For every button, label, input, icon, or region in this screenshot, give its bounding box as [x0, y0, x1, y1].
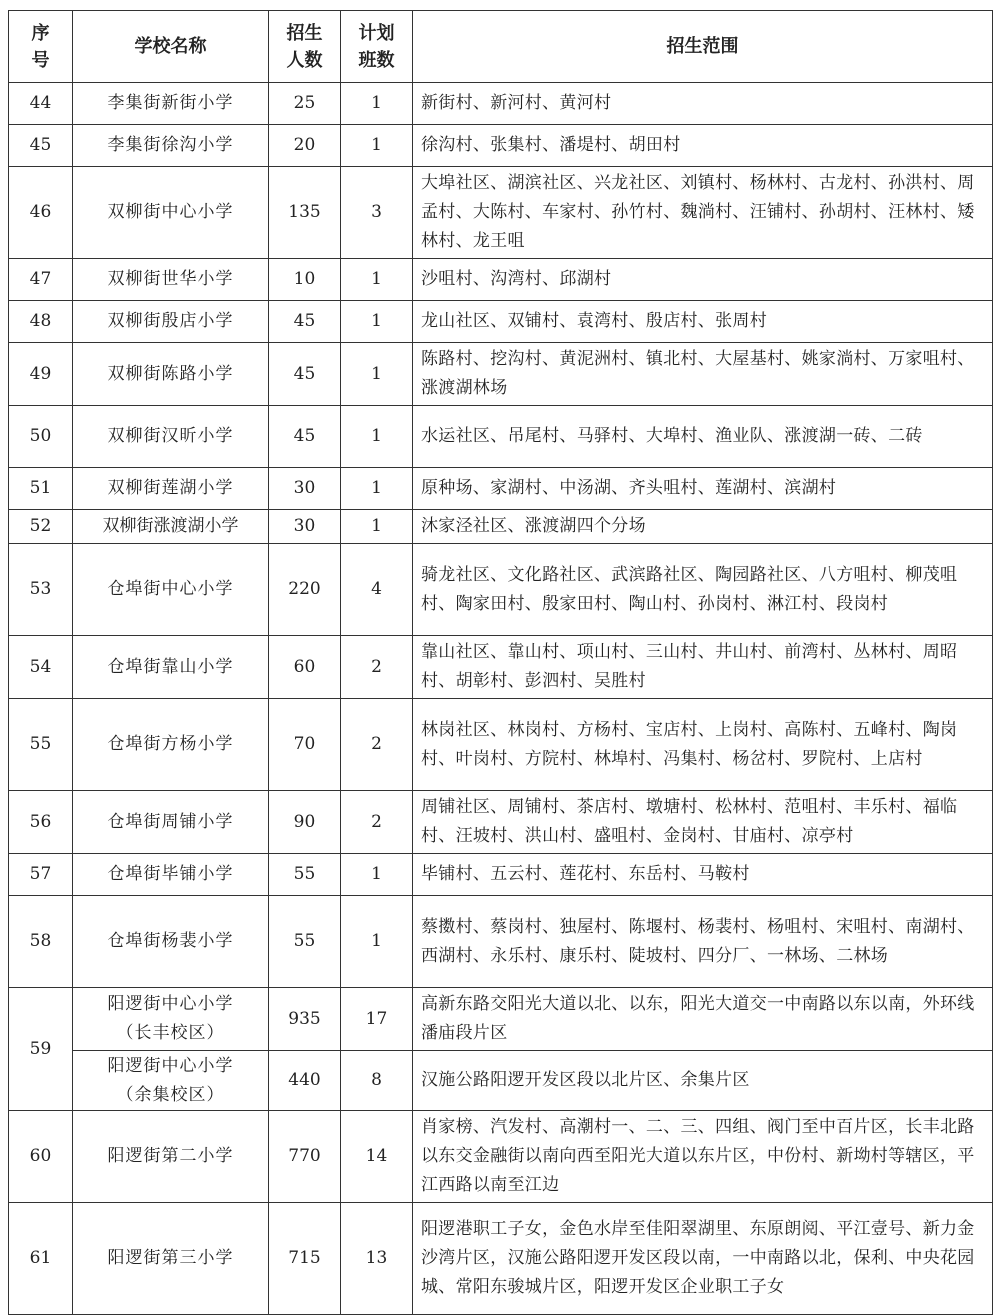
- cell-classes: 1: [341, 83, 413, 125]
- table-row: [9, 259, 993, 301]
- cell-scope: 林岗社区、林岗村、方杨村、宝店村、上岗村、高陈村、五峰村、陶岗村、叶岗村、方院村、林埠村、冯集村、杨岔村、罗院村、上店村: [413, 699, 993, 791]
- table-row: [9, 791, 993, 854]
- header-enroll: 招生 人数: [269, 11, 341, 83]
- cell-school: 阳逻街中心小学 （长丰校区）: [73, 988, 269, 1051]
- cell-school: 仓埠街方杨小学: [73, 699, 269, 791]
- cell-enroll: 55: [269, 896, 341, 988]
- cell-enroll: 10: [269, 259, 341, 301]
- cell-classes: 14: [341, 1111, 413, 1203]
- cell-school: 阳逻街第三小学: [73, 1203, 269, 1315]
- table-row: [9, 544, 993, 636]
- cell-classes: 1: [341, 343, 413, 406]
- header-school: 学校名称: [73, 11, 269, 83]
- cell-classes: 1: [341, 468, 413, 510]
- cell-enroll: 20: [269, 125, 341, 167]
- cell-enroll: 55: [269, 854, 341, 896]
- cell-enroll: 770: [269, 1111, 341, 1203]
- cell-classes: 1: [341, 854, 413, 896]
- cell-seq: 60: [9, 1111, 73, 1203]
- cell-school: 阳逻街第二小学: [73, 1111, 269, 1203]
- cell-scope: 大埠社区、湖滨社区、兴龙社区、刘镇村、杨林村、古龙村、孙洪村、周孟村、大陈村、车家村、孙竹村、魏淌村、汪铺村、孙胡村、汪林村、矮林村、龙王咀: [413, 167, 993, 259]
- cell-seq: 58: [9, 896, 73, 988]
- cell-school: 仓埠街毕铺小学: [73, 854, 269, 896]
- table-row: [9, 1203, 993, 1315]
- cell-enroll: 220: [269, 544, 341, 636]
- table-row: [9, 854, 993, 896]
- cell-scope: 水运社区、吊尾村、马驿村、大埠村、渔业队、涨渡湖一砖、二砖: [413, 406, 993, 468]
- table-row: [9, 406, 993, 468]
- cell-school: 双柳街中心小学: [73, 167, 269, 259]
- cell-seq: 51: [9, 468, 73, 510]
- cell-seq: 48: [9, 301, 73, 343]
- cell-school: 双柳街陈路小学: [73, 343, 269, 406]
- cell-scope: 毕铺村、五云村、莲花村、东岳村、马鞍村: [413, 854, 993, 896]
- cell-seq: 44: [9, 83, 73, 125]
- cell-scope: 靠山社区、靠山村、项山村、三山村、井山村、前湾村、丛林村、周昭村、胡彰村、彭泗村、吴胜村: [413, 636, 993, 699]
- cell-classes: 2: [341, 791, 413, 854]
- header-scope: 招生范围: [413, 11, 993, 83]
- table-row: [9, 1111, 993, 1203]
- cell-school: 双柳街汉昕小学: [73, 406, 269, 468]
- table-row: [9, 510, 993, 544]
- cell-classes: 2: [341, 699, 413, 791]
- cell-classes: 8: [341, 1051, 413, 1111]
- table-row: [9, 343, 993, 406]
- table-row: [9, 1051, 993, 1111]
- table-row: [9, 896, 993, 988]
- header-seq: 序 号: [9, 11, 73, 83]
- cell-school: 仓埠街周铺小学: [73, 791, 269, 854]
- cell-school: 李集街徐沟小学: [73, 125, 269, 167]
- cell-school: 阳逻街中心小学 （余集校区）: [73, 1051, 269, 1111]
- cell-seq: 47: [9, 259, 73, 301]
- cell-classes: 1: [341, 406, 413, 468]
- cell-seq: 59: [9, 988, 73, 1111]
- cell-classes: 2: [341, 636, 413, 699]
- table-row: [9, 83, 993, 125]
- cell-seq: 61: [9, 1203, 73, 1315]
- cell-classes: 1: [341, 896, 413, 988]
- cell-seq: 49: [9, 343, 73, 406]
- header-row: [9, 11, 993, 83]
- cell-school: 仓埠街中心小学: [73, 544, 269, 636]
- cell-classes: 13: [341, 1203, 413, 1315]
- table-row: [9, 699, 993, 791]
- cell-seq: 45: [9, 125, 73, 167]
- cell-school: 仓埠街杨裴小学: [73, 896, 269, 988]
- cell-scope: 新街村、新河村、黄河村: [413, 83, 993, 125]
- cell-school: 双柳街殷店小学: [73, 301, 269, 343]
- table-row: [9, 301, 993, 343]
- enrollment-table: [8, 10, 993, 1315]
- cell-scope: 原种场、家湖村、中汤湖、齐头咀村、莲湖村、滨湖村: [413, 468, 993, 510]
- cell-enroll: 30: [269, 510, 341, 544]
- cell-classes: 3: [341, 167, 413, 259]
- cell-seq: 52: [9, 510, 73, 544]
- cell-school: 双柳街莲湖小学: [73, 468, 269, 510]
- cell-enroll: 45: [269, 406, 341, 468]
- cell-school: 仓埠街靠山小学: [73, 636, 269, 699]
- table-row: [9, 988, 993, 1051]
- cell-scope: 骑龙社区、文化路社区、武滨路社区、陶园路社区、八方咀村、柳茂咀村、陶家田村、殷家田村、陶山村、孙岗村、淋江村、段岗村: [413, 544, 993, 636]
- table-row: [9, 125, 993, 167]
- cell-scope: 徐沟村、张集村、潘堤村、胡田村: [413, 125, 993, 167]
- cell-classes: 17: [341, 988, 413, 1051]
- cell-enroll: 70: [269, 699, 341, 791]
- cell-scope: 陈路村、挖沟村、黄泥洲村、镇北村、大屋基村、姚家淌村、万家咀村、涨渡湖林场: [413, 343, 993, 406]
- table-row: [9, 167, 993, 259]
- cell-seq: 50: [9, 406, 73, 468]
- cell-classes: 4: [341, 544, 413, 636]
- cell-seq: 56: [9, 791, 73, 854]
- cell-seq: 57: [9, 854, 73, 896]
- cell-seq: 55: [9, 699, 73, 791]
- cell-scope: 阳逻港职工子女，金色水岸至佳阳翠湖里、东原朗阅、平江壹号、新力金沙湾片区，汉施公路阳逻开发区段以南，一中南路以北，保利、中央花园城、常阳东骏城片区，阳逻开发区企业职工子女: [413, 1203, 993, 1315]
- cell-enroll: 935: [269, 988, 341, 1051]
- header-classes: 计划 班数: [341, 11, 413, 83]
- cell-classes: 1: [341, 125, 413, 167]
- cell-scope: 肖家榜、汽发村、高潮村一、二、三、四组、阀门至中百片区，长丰北路以东交金融街以南向西至阳光大道以东片区，中份村、新坳村等辖区，平江西路以南至江边: [413, 1111, 993, 1203]
- cell-scope: 龙山社区、双铺村、袁湾村、殷店村、张周村: [413, 301, 993, 343]
- table-row: [9, 468, 993, 510]
- cell-scope: 沙咀村、沟湾村、邱湖村: [413, 259, 993, 301]
- cell-classes: 1: [341, 259, 413, 301]
- cell-scope: 沐家泾社区、涨渡湖四个分场: [413, 510, 993, 544]
- cell-school: 李集街新街小学: [73, 83, 269, 125]
- cell-enroll: 45: [269, 343, 341, 406]
- cell-enroll: 60: [269, 636, 341, 699]
- cell-enroll: 45: [269, 301, 341, 343]
- cell-seq: 53: [9, 544, 73, 636]
- cell-scope: 高新东路交阳光大道以北、以东，阳光大道交一中南路以东以南，外环线潘庙段片区: [413, 988, 993, 1051]
- cell-classes: 1: [341, 510, 413, 544]
- table-row: [9, 636, 993, 699]
- cell-enroll: 30: [269, 468, 341, 510]
- cell-seq: 46: [9, 167, 73, 259]
- cell-enroll: 90: [269, 791, 341, 854]
- cell-enroll: 25: [269, 83, 341, 125]
- cell-classes: 1: [341, 301, 413, 343]
- cell-enroll: 715: [269, 1203, 341, 1315]
- cell-seq: 54: [9, 636, 73, 699]
- cell-scope: 周铺社区、周铺村、茶店村、墩塘村、松林村、范咀村、丰乐村、福临村、汪坡村、洪山村、盛咀村、金岗村、甘庙村、凉亭村: [413, 791, 993, 854]
- cell-scope: 汉施公路阳逻开发区段以北片区、余集片区: [413, 1051, 993, 1111]
- cell-school: 双柳街涨渡湖小学: [73, 510, 269, 544]
- cell-enroll: 440: [269, 1051, 341, 1111]
- cell-scope: 蔡擞村、蔡岗村、独屋村、陈堰村、杨裴村、杨咀村、宋咀村、南湖村、西湖村、永乐村、康乐村、陡坡村、四分厂、一林场、二林场: [413, 896, 993, 988]
- cell-school: 双柳街世华小学: [73, 259, 269, 301]
- cell-enroll: 135: [269, 167, 341, 259]
